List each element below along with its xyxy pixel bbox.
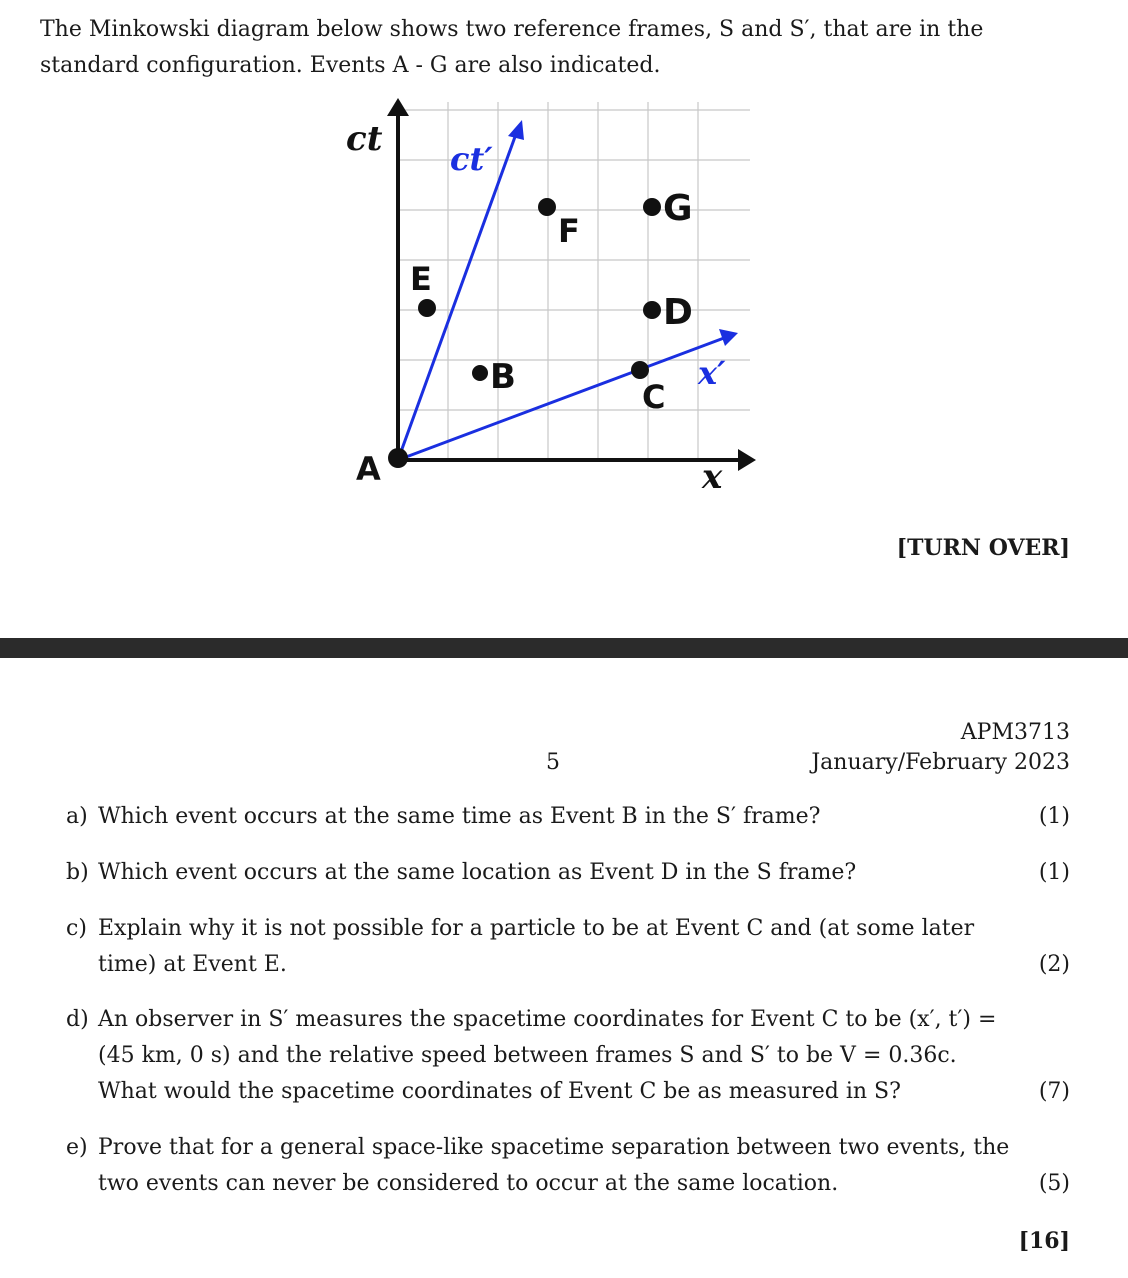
event-b-dot [472, 365, 488, 381]
x-axis-arrow [738, 449, 756, 471]
event-e-dot [418, 299, 436, 317]
event-f-dot [538, 198, 556, 216]
question-marks: (5) [1038, 1171, 1070, 1196]
question-text: Explain why it is not possible for a particle to be at Event C and (at some later time) at Event E. [98, 916, 975, 977]
intro-paragraph: The Minkowski diagram below shows two reference frames, S and S′, that are in the standard configuration. Events A - G are also indicated. [40, 17, 984, 78]
question-label: d) [66, 1007, 89, 1032]
question-marks: (1) [1038, 804, 1070, 829]
total-marks: [16] [1018, 1228, 1070, 1254]
question-c [66, 911, 1070, 983]
minkowski-diagram [330, 92, 770, 502]
ct-axis-arrow [387, 98, 409, 116]
question-text: Which event occurs at the same location as Event D in the S frame? [98, 860, 857, 885]
question-marks: (7) [1038, 1079, 1070, 1104]
x-prime-axis-label: x′ [698, 354, 726, 392]
question-a [66, 799, 1070, 835]
event-a-dot [388, 448, 408, 468]
event-g-label: G [663, 188, 693, 229]
event-f-label: F [558, 212, 580, 250]
ct-prime-axis-label: ct′ [450, 140, 493, 178]
question-label: b) [66, 860, 89, 885]
exam-date: January/February 2023 [811, 750, 1070, 775]
question-marks: (2) [1038, 952, 1070, 977]
event-e-label: E [410, 260, 432, 298]
x-prime-axis [398, 338, 724, 460]
turn-over-note: [TURN OVER] [896, 535, 1070, 561]
question-text: Prove that for a general space-like spacetime separation between two events, the two events can never be considered to occur at the same location. [98, 1135, 1010, 1196]
question-text: Which event occurs at the same time as Event B in the S′ frame? [98, 804, 821, 829]
event-a-label: A [356, 450, 381, 488]
event-c-label: C [642, 378, 666, 416]
event-g-dot [643, 198, 661, 216]
course-code: APM3713 [960, 720, 1070, 745]
ct-axis-label: ct [346, 119, 383, 159]
question-marks: (1) [1038, 860, 1070, 885]
x-axis-label: x [702, 457, 723, 497]
question-label: a) [66, 804, 88, 829]
event-d-label: D [663, 292, 693, 333]
question-d [66, 1002, 1070, 1110]
question-e [66, 1130, 1070, 1202]
page-number: 5 [546, 750, 560, 775]
event-c-dot [631, 361, 649, 379]
question-text: An observer in S′ measures the spacetime coordinates for Event C to be (x′, t′) = (45 km, 0 s) and the relative speed between frames S and S′ to be V = 0.36c. What would the spacetime coordinates of Event C be as measured in S? [98, 1007, 997, 1104]
question-label: e) [66, 1135, 88, 1160]
event-b-label: B [490, 357, 516, 397]
ct-prime-axis-arrow [508, 120, 524, 140]
question-b [66, 855, 1070, 891]
page-divider [0, 638, 1128, 658]
question-label: c) [66, 916, 87, 941]
event-d-dot [643, 301, 661, 319]
